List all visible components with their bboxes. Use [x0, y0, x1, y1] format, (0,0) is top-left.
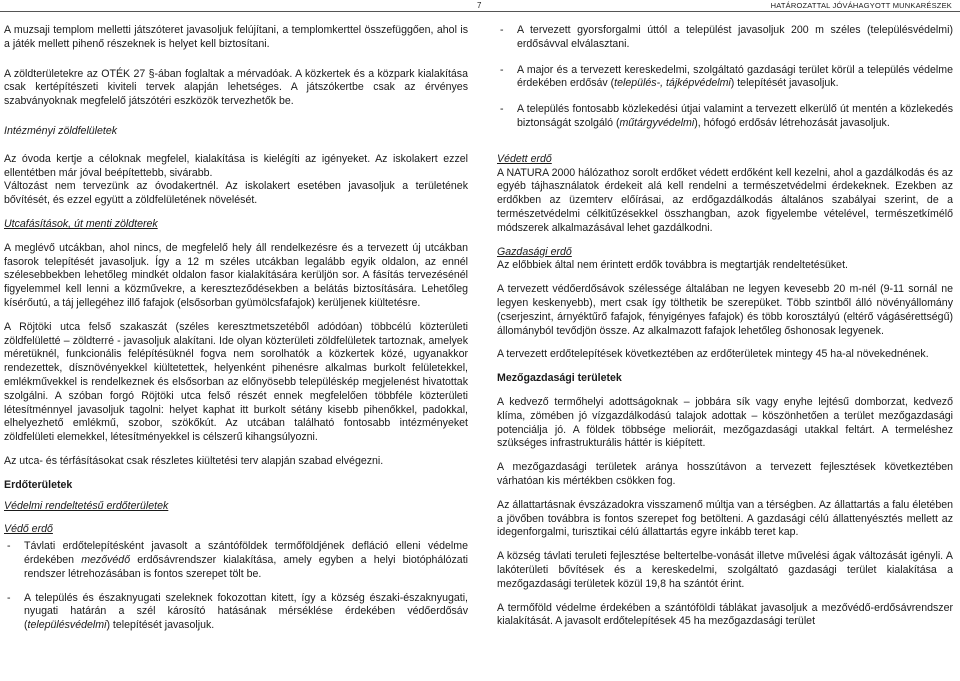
list-item: - A tervezett gyorsforgalmi úttól a települést javasoljuk 200 m széles (településvédelmi) erdősávval elválasztani. — [500, 24, 953, 50]
heading-forest-areas: Erdőterületek — [4, 478, 73, 491]
paragraph-green-areas: A zöldterületekre az OTÉK 27 §-ában foglaltak a mérvadóak. A közkertek és a közpark kialakítása csak kertépítészeti kiviteli tervek alapján lehetséges. A játszókertbe csak az érvényes szabványoknak megfelelő játszótéri eszközök tervezhetők be. — [4, 67, 468, 108]
page-number: 7 — [477, 1, 482, 10]
heading-protective-forests: Védelmi rendeltetésű erdőterületek — [4, 499, 169, 512]
paragraph-planting-plan: Az utca- és térfásításokat csak részletes kiültetési terv alapján szabad elvégezni. — [4, 454, 384, 467]
list-item: - A település és északnyugati szeleknek fokozottan kitett, így a község északi-északnyugati, nyugati határán a szél károsító hatásának mérséklése érdekében védőerdősáv (településvédelmi) telepítését javasoljuk. — [7, 591, 468, 632]
heading-protected-forest: Védett erdő — [497, 152, 552, 165]
paragraph-forest-growth: A tervezett erdőtelepítések következtében az erdőterületek mintegy 45 ha-al növekednének. — [497, 348, 929, 361]
left-column — [4, 24, 468, 643]
heading-agricultural-areas: Mezőgazdasági területek — [497, 372, 622, 385]
header-title: HATÁROZATTAL JÓVÁHAGYOTT MUNKARÉSZEK — [770, 1, 952, 10]
list-item: - A település fontosabb közlekedési útjai valamint a tervezett elkerülő út mentén a közlekedés biztonságát szolgáló (műtárgyvédelmi), hófogó erdősáv létrehozását javasoljuk. — [500, 103, 953, 129]
paragraph-kindergarten: Az óvoda kertje a céloknak megfelel, kialakítása is kielégíti az igényeket. Az iskolakert ezzel ellentétben már jóval beépítettebb, sivárabb. — [4, 152, 468, 179]
heading-protection-forest: Védő erdő — [4, 523, 53, 536]
paragraph-street-trees: A meglévő utcákban, ahol nincs, de megfelelő hely áll rendelkezésre és a tervezett új utcákban fasorok telepítését javasoljuk. Így a 12 m széles utcákban legalább egyik oldalon, az ennél szélesebbekben lehetőleg mindkét oldalon fasor kialakítására kerüljön sor. A fásítás tervezésénél figyelemmel kell lenni a közművekre, a kereszteződésekben a belátás biztosítására. Lehetőleg kísérőutú, a táj jellegéhez illő fafajok (elsősorban gyümölcsfafajok) kerüljenek kiültetésre. — [4, 241, 468, 309]
paragraph-protected-forest: A NATURA 2000 hálózathoz sorolt erdőket védett erdőként kell kezelni, ahol a gazdálkodás és az egyéb tájhasználatok érdekeit alá kell rendelni a természetvédelmi érdekeknek. Ezekben az erdőkben az üzemterv előírásai, az erdőgazdálkodás általános szabályai szerint, de a természetvédelmi célkitűzésekkel összhangban, azok figyelembe vételével, természetkímélő módszerek alkalmazásával lehet gazdálkodni. — [497, 166, 953, 234]
header-rule — [0, 11, 960, 12]
paragraph-agriculture-2: A mezőgazdasági területek aránya hosszútávon a tervezett fejlesztések következtében várhatóan kis mértékben csökken fog. — [497, 461, 953, 487]
heading-economic-forest: Gazdasági erdő — [497, 245, 572, 258]
list-item: - Távlati erdőtelepítésként javasolt a szántóföldek termőföldjének defláció elleni védelme érdekében mezővédő erdősávrendszer kialakítása, amely egyben a helyi biotóphálózati rendszer létrehozásában is fontos szerepet tölt be. — [7, 540, 468, 580]
paragraph-forest-strips: A tervezett védőerdősávok szélessége általában ne legyen kevesebb 20 m-nél (9-11 sornál ne legyen keskenyebb), mert csak így tölthetik be szerepüket. Több szintből álló növényállomány (cserjeszint, árnyéktűrő fafajok, fényigényes fafajok) és több korosztályú (eltérő vágásérettségű) állományból tevődjön össze. Az alkalmazott fafajok lehetőleg őshonosak legyenek. — [497, 283, 953, 337]
page-header — [0, 0, 960, 13]
paragraph-agriculture-5: A termőföld védelme érdekében a szántóföldi táblákat javasoljuk a mezővédő-erdősávrendszer kialakítását. A javasolt erdőtelepítések 45 ha mezőgazdasági terület — [497, 601, 953, 628]
list-item: - A major és a tervezett kereskedelmi, szolgáltató gazdasági terület körül a település védelme érdekében erdősáv (település-, tájképvédelmi) telepítését javasoljuk. — [500, 63, 953, 90]
paragraph-economic-forest: Az előbbiek által nem érintett erdők továbbra is megtartják rendeltetésüket. — [497, 259, 848, 272]
paragraph-agriculture-3: Az állattartásnak évszázadokra visszamenő múltja van a térségben. Az állattartás a falu életében a jövőben továbbra is fontos szerepet fog betölteni. A gazdasági célú állattenyésztés mellett az idegenforgalmi, turisztikai célú állattartás egyre inkább teret kap. — [497, 498, 953, 539]
paragraph-agriculture-1: A kedvező termőhelyi adottságoknak – jobbára sík vagy enyhe lejtésű domborzat, kedvező klíma, zömében jó vízgazdálkodású talajok adottak – köszönhetően a terület mezőgazdasági potenciálja jó. A földek többsége melioráit, mezőgazdasági utakkal feltárt. A termeléshez szükséges infrastrukturális háttér is kiépített. — [497, 395, 953, 450]
right-column — [497, 24, 953, 639]
paragraph-playground: A muzsaji templom melletti játszóteret javasoljuk felújítani, a templomkerttel összefüggően, ahol is a játék mellett pihenő részeknek is helyet kell biztosítani. — [4, 24, 468, 50]
heading-street-trees: Utcafásítások, út menti zöldterek — [4, 217, 158, 230]
paragraph-school-garden: Változást nem tervezünk az óvodakertnél. Az iskolakert esetében javasoljuk a területének bővítését, és ezzel együtt a zöldfelületének növelését. — [4, 180, 468, 207]
heading-institutional-green: Intézményi zöldfelületek — [4, 124, 118, 137]
paragraph-rojtoki-street: A Röjtöki utca felső szakaszát (széles keresztmetszetéből adódóan) többcélú közterületi zöldfelületté – zöldterré - javasoljuk alakítani. Ide olyan közterületi zöldfelületek tartoznak, amelyek méretüknél, funkcionális felépítésüknél fogva nem sorolhatók a közkertek közé, ugyanakkor rendezettek, dísznövényekkel kiültetettek, helyenként pihenésre alkalmas burkolt felületekkel, emlékművekkel is rendelkeznek és elsősorban az előnyösebb településkép megjelenést hivatottak szolgálni. A szóban forgó Röjtöki utca felső részét ennek megfelelően többféle közterületi létesítménnyel javasoljuk tagolni: helyet kaphat itt burkolt sétány kisebb pihenőkkel, padokkal, elhelyezhető emlékmű, szobor, szökőkút. Az utcában található fontosabb intézményeket zöldfelületi elemekkel, létesítményekkel is célszerű kihangsúlyozni. — [4, 320, 468, 444]
paragraph-agriculture-4: A község távlati teruleti fejlesztése beltertelbe-vonását illetve művelési ágak változását igényli. A lakóterületi bővítések és a kereskedelmi, szolgáltató gazdasági terület kialakítása a mezőgazdasági területek közül 19,8 ha szántót érint. — [497, 550, 953, 590]
